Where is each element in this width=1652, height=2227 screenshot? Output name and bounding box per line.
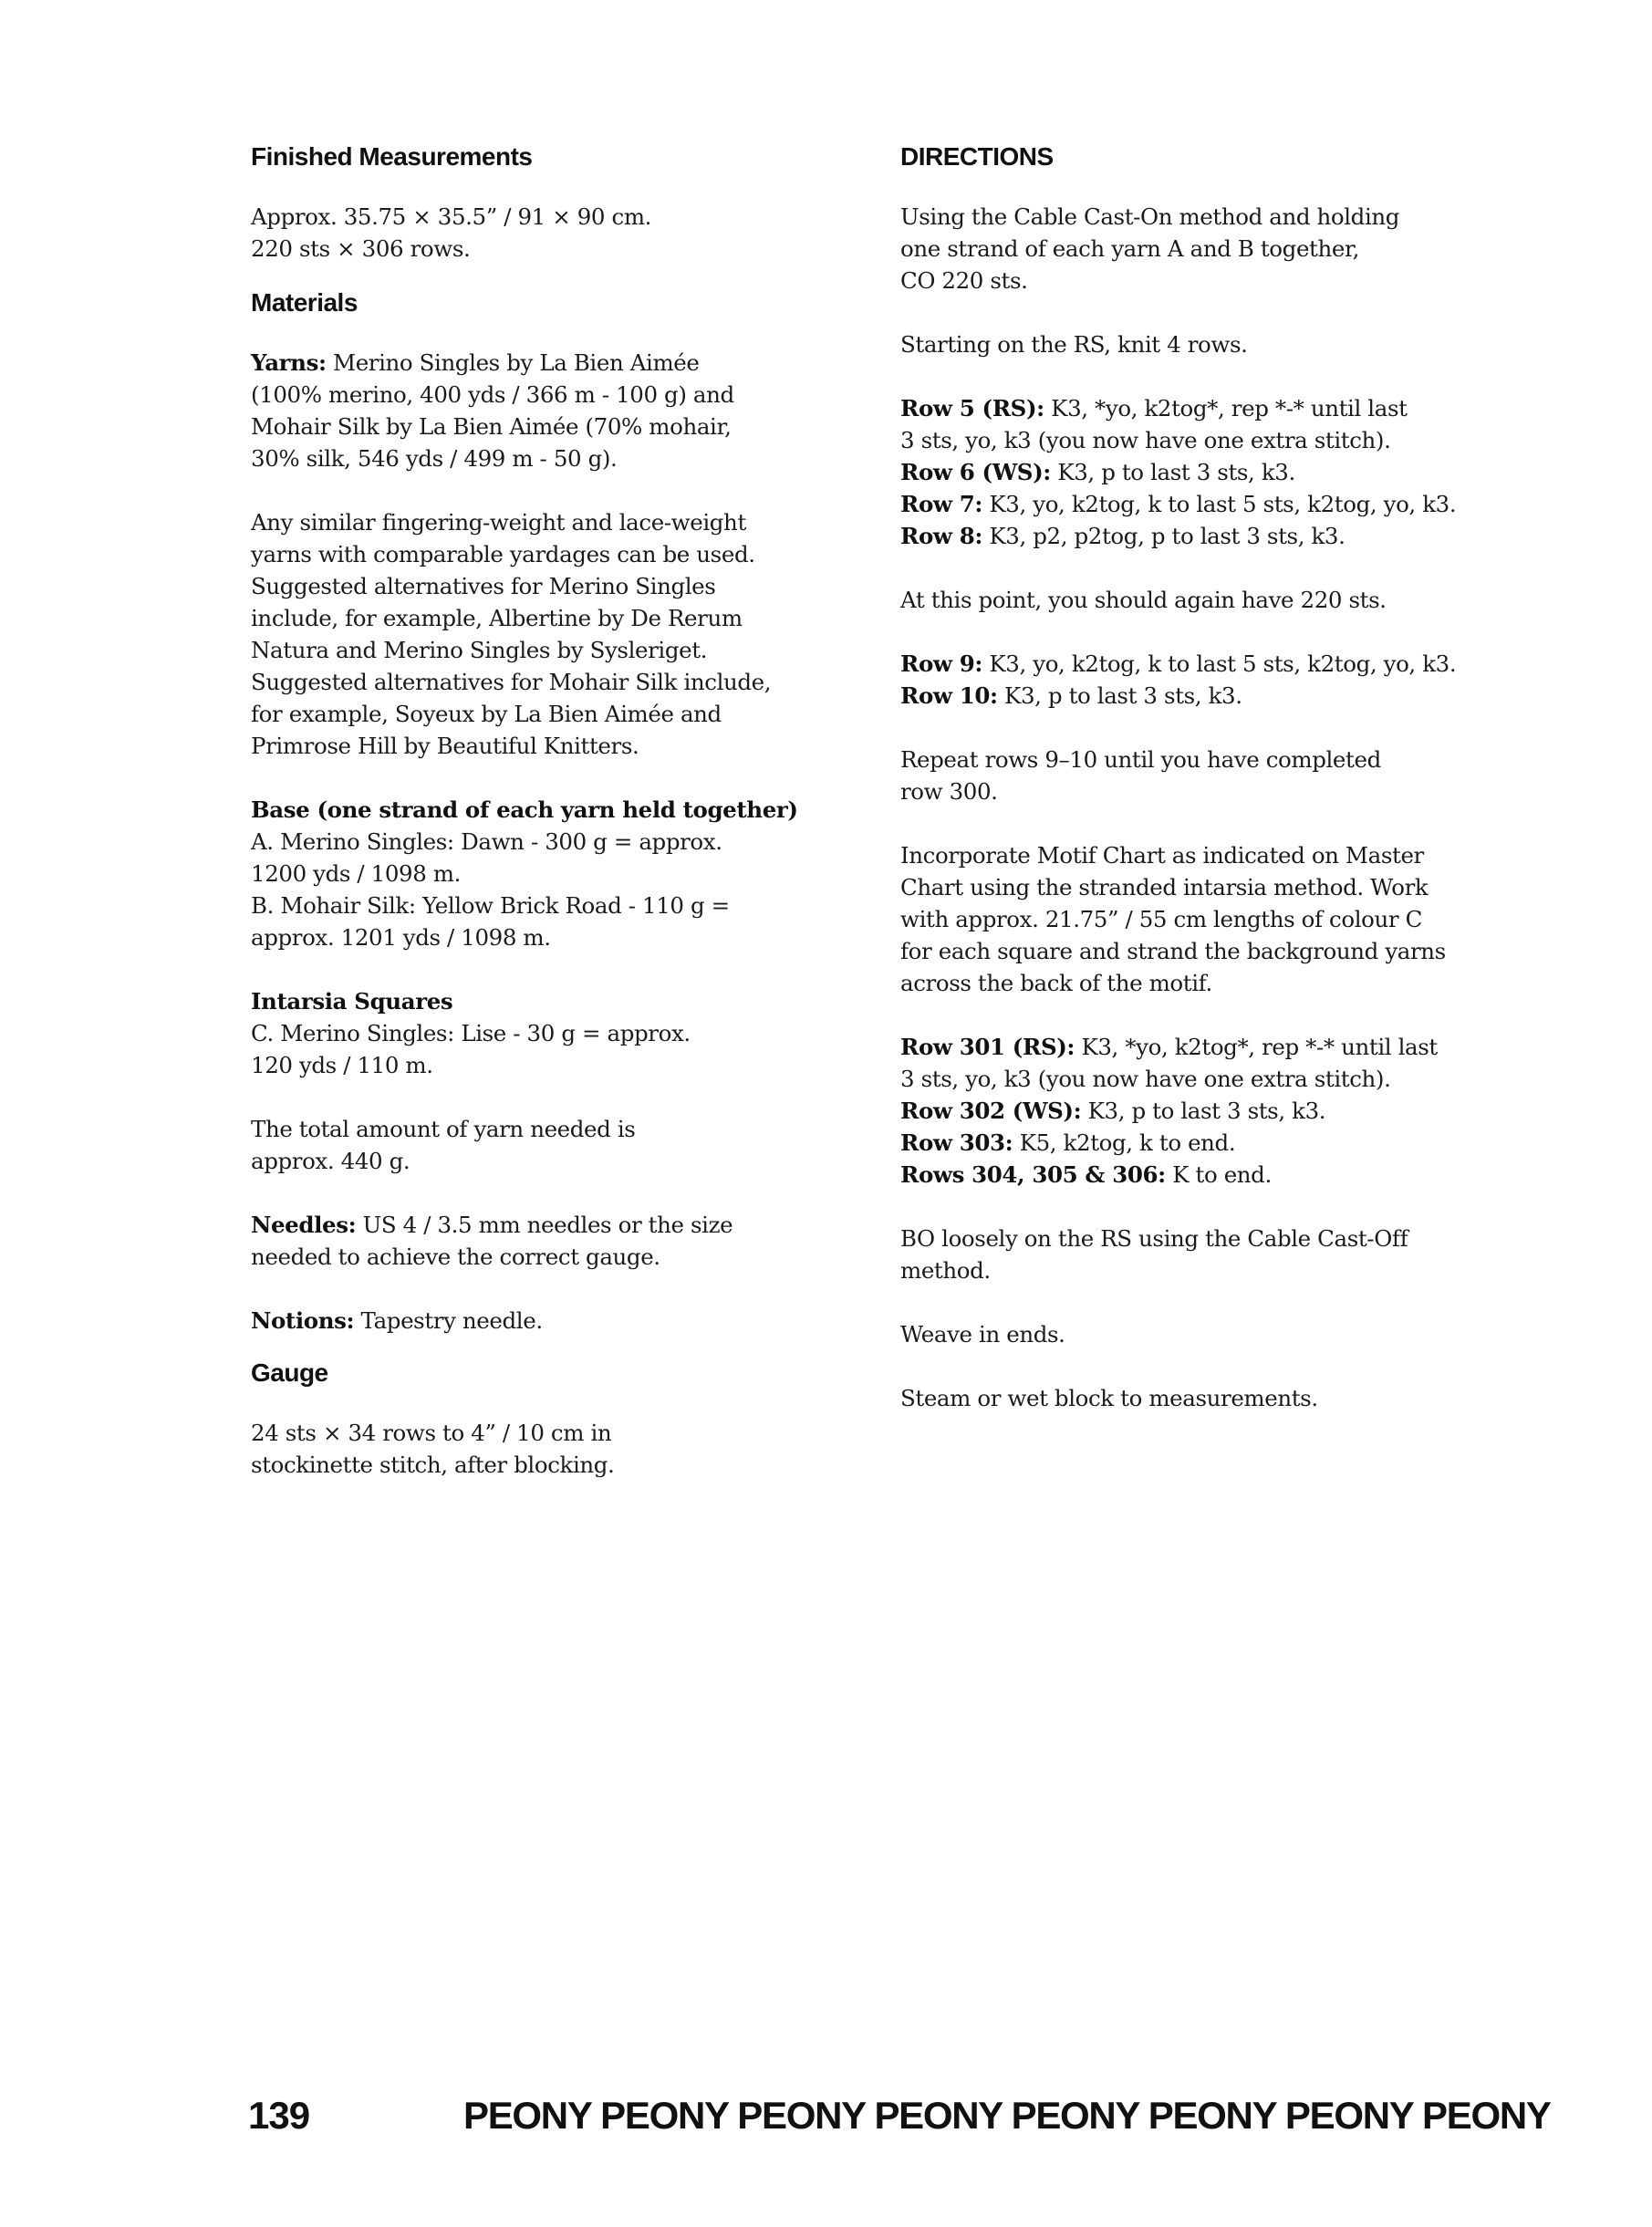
stitch-check-paragraph: At this point, you should again have 220 sts. [900,587,1387,613]
gauge-heading: Gauge [251,1358,328,1387]
row-8-label: Row 8: [900,523,983,549]
finished-measurements-heading: Finished Measurements [251,142,533,171]
running-title: PEONY PEONY PEONY PEONY PEONY PEONY PEONY PEONY [463,2094,1551,2137]
rows-301-306-paragraph: Row 301 (RS): K3, *yo, k2tog*, rep *-* until last 3 sts, yo, k3 (you now have one extra stitch). Row 302 (WS): K3, p to last 3 sts, k3. Row 303: K5, k2tog, k to end. Rows 304, 305 & 306: K to end. [900,1034,1438,1188]
yarns-paragraph: Yarns: Merino Singles by La Bien Aimée (100% merino, 400 yds / 366 m - 100 g) and Mohair Silk by La Bien Aimée (70% mohair, 30% silk, 546 yds / 499 m - 50 g). [251,349,734,472]
row-303-label: Row 303: [900,1129,1013,1156]
cast-on-paragraph: Using the Cable Cast-On method and holding one strand of each yarn A and B together, CO 220 sts. [900,203,1400,294]
left-column [251,137,798,1481]
notions-paragraph: Notions: Tapestry needle. [251,1307,543,1334]
rows-5-8-paragraph: Row 5 (RS): K3, *yo, k2tog*, rep *-* until last 3 sts, yo, k3 (you now have one extra stitch). Row 6 (WS): K3, p to last 3 sts, k3. Row 7: K3, yo, k2tog, k to last 5 sts, k2tog, yo, k3. Row 8: K3, p2, p2tog, p to last 3 sts, k3. [900,395,1457,549]
row-5-label: Row 5 (RS): [900,395,1044,421]
gauge-text: 24 sts × 34 rows to 4” / 10 cm in stockinette stitch, after blocking. [251,1420,615,1478]
notions-label: Notions: [251,1307,355,1334]
materials-heading: Materials [251,288,358,317]
intarsia-squares-paragraph: Intarsia Squares C. Merino Singles: Lise - 30 g = approx. 120 yds / 110 m. [251,985,798,1081]
needles-paragraph: Needles: US 4 / 3.5 mm needles or the size needed to achieve the correct gauge. [251,1212,733,1270]
yarns-label: Yarns: [251,349,327,376]
page-number: 139 [248,2094,310,2137]
row-7-label: Row 7: [900,491,983,517]
start-paragraph: Starting on the RS, knit 4 rows. [900,331,1248,358]
rows-304-306-label: Rows 304, 305 & 306: [900,1161,1166,1188]
yarn-alternatives-paragraph: Any similar fingering-weight and lace-weight yarns with comparable yardages can be used. Suggested alternatives for Merino Singles include, for example, Albertine by De Rerum Natura and Merino Singles by Sysleriget. Suggested alternatives for Mohair Silk include, for example, Soyeux by La Bien Aimée and Primrose Hill by Beautiful Knitters. [251,509,772,759]
row-10-label: Row 10: [900,682,998,709]
weave-paragraph: Weave in ends. [900,1321,1065,1348]
finished-measurements-text: Approx. 35.75 × 35.5” / 91 × 90 cm. 220 sts × 306 rows. [251,203,652,262]
row-301-label: Row 301 (RS): [900,1034,1075,1060]
intarsia-heading: Intarsia Squares [251,988,453,1015]
row-6-label: Row 6 (WS): [900,459,1051,485]
motif-paragraph: Incorporate Motif Chart as indicated on Master Chart using the stranded intarsia method. Work with approx. 21.75” / 55 cm lengths of colour C for each square and strand the background yarns across the back of the motif. [900,842,1446,996]
row-9-label: Row 9: [900,650,983,677]
base-heading: Base (one strand of each yarn held together) [251,796,798,823]
total-yarn-paragraph: The total amount of yarn needed is approx. 440 g. [251,1116,636,1174]
blocking-paragraph: Steam or wet block to measurements. [900,1385,1318,1411]
repeat-paragraph: Repeat rows 9–10 until you have completed row 300. [900,746,1381,805]
right-column [900,137,1484,1414]
directions-heading: DIRECTIONS [900,142,1054,171]
rows-9-10-paragraph: Row 9: K3, yo, k2tog, k to last 5 sts, k2tog, yo, k3. Row 10: K3, p to last 3 sts, k3. [900,650,1457,709]
row-302-label: Row 302 (WS): [900,1098,1082,1124]
base-yarns-paragraph: Base (one strand of each yarn held together) A. Merino Singles: Dawn - 300 g = approx. 1200 yds / 1098 m. B. Mohair Silk: Yellow Brick Road - 110 g = approx. 1201 yds / 1098 m. [251,794,798,953]
bind-off-paragraph: BO loosely on the RS using the Cable Cast-Off method. [900,1225,1408,1284]
needles-label: Needles: [251,1212,357,1238]
page-footer [248,2094,1644,2149]
